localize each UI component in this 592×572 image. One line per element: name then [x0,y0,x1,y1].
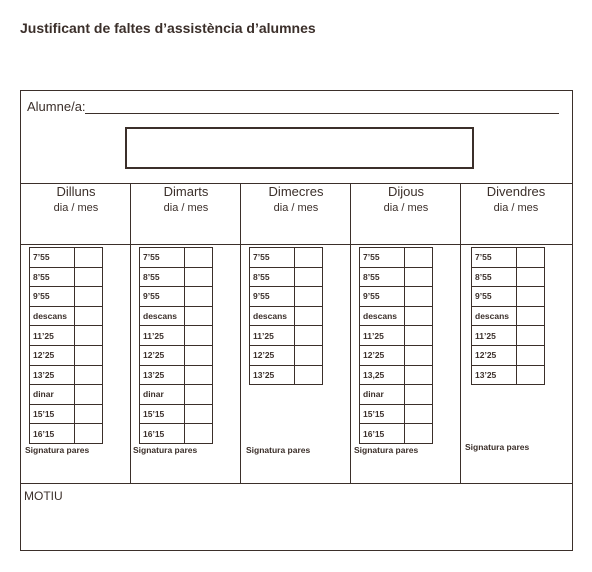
slot-time: 11’25 [472,326,517,346]
slot-checkbox[interactable] [405,248,433,268]
divider-header [21,244,572,245]
slot-row [250,306,323,326]
slot-checkbox[interactable] [295,365,323,385]
slot-row [472,267,545,287]
column-divider [130,183,131,483]
slot-row [360,287,433,307]
slot-checkbox[interactable] [405,267,433,287]
student-label: Alumne/a: [27,99,86,114]
slot-time: 7’55 [140,248,185,268]
slot-time: 9’55 [472,287,517,307]
slot-table [139,247,213,444]
parent-signature-label: Signatura pares [133,445,198,455]
date-label: dia / mes [493,202,539,214]
slot-checkbox[interactable] [405,287,433,307]
slot-checkbox[interactable] [517,306,545,326]
slot-time: 11’25 [360,326,405,346]
slot-row [30,404,103,424]
slot-row [30,287,103,307]
day-header-1 [131,183,241,216]
slot-time: 16’15 [140,424,185,444]
slot-checkbox[interactable] [295,287,323,307]
slot-checkbox[interactable] [295,326,323,346]
slot-row [250,365,323,385]
slot-checkbox[interactable] [517,326,545,346]
slot-row [140,287,213,307]
slot-time: dinar [30,385,75,405]
parent-signature-label: Signatura pares [246,445,311,455]
day-name: Divendres [486,184,546,199]
slot-time: dinar [360,385,405,405]
slot-row [30,424,103,444]
slot-time: 13’25 [140,365,185,385]
slot-row [360,404,433,424]
reason-label: MOTIU [24,489,63,503]
student-info-box[interactable] [125,127,474,169]
slot-checkbox[interactable] [185,424,213,444]
slot-row [472,248,545,268]
date-label: dia / mes [163,202,209,214]
slot-row [360,424,433,444]
student-name-line[interactable] [85,113,559,114]
slot-table [359,247,433,444]
column-divider [460,183,461,483]
day-header-3 [351,183,461,216]
slot-time: 7’55 [360,248,405,268]
slot-time: 12’25 [472,345,517,365]
slot-time: dinar [140,385,185,405]
slot-time: 9’55 [360,287,405,307]
slot-checkbox[interactable] [185,287,213,307]
date-label: dia / mes [273,202,319,214]
slot-time: 7’55 [30,248,75,268]
slot-row [360,365,433,385]
day-name: Dimarts [163,184,209,199]
slot-row [140,267,213,287]
slot-time: 16’15 [30,424,75,444]
absence-form [20,90,573,551]
slot-table [471,247,545,385]
slot-checkbox[interactable] [75,345,103,365]
slot-time: 12’25 [30,345,75,365]
slot-time: 13’25 [472,365,517,385]
slot-checkbox[interactable] [75,306,103,326]
slot-row [250,287,323,307]
slot-time: 9’55 [250,287,295,307]
column-divider [240,183,241,483]
slot-row [250,326,323,346]
slot-time: 15’15 [30,404,75,424]
slot-row [360,385,433,405]
slot-table [29,247,103,444]
slot-checkbox[interactable] [185,306,213,326]
slot-checkbox[interactable] [517,267,545,287]
slot-time: descans [360,306,405,326]
slot-time: 13’25 [30,365,75,385]
slot-checkbox[interactable] [75,326,103,346]
slot-checkbox[interactable] [75,365,103,385]
slot-row [30,248,103,268]
slot-row [140,326,213,346]
form-title: Justificant de faltes d’assistència d’alumnes [20,20,316,36]
slot-time: 8’55 [30,267,75,287]
slot-row [360,326,433,346]
slot-row [472,306,545,326]
slot-row [360,248,433,268]
slot-checkbox[interactable] [75,424,103,444]
parent-signature-label: Signatura pares [25,445,90,455]
slot-time: descans [140,306,185,326]
slot-row [360,267,433,287]
slot-checkbox[interactable] [517,345,545,365]
slot-checkbox[interactable] [405,385,433,405]
day-name: Dimecres [268,184,324,199]
slot-checkbox[interactable] [185,326,213,346]
slot-row [140,248,213,268]
slot-time: 8’55 [140,267,185,287]
slot-time: 15’15 [360,404,405,424]
slot-checkbox[interactable] [185,365,213,385]
slot-time: 8’55 [250,267,295,287]
slot-checkbox[interactable] [517,287,545,307]
slot-row [472,365,545,385]
day-header-4 [461,183,571,216]
column-divider [350,183,351,483]
slot-time: 7’55 [472,248,517,268]
slot-checkbox[interactable] [185,248,213,268]
day-header-2 [241,183,351,216]
slot-time: 16’15 [360,424,405,444]
slot-row [472,345,545,365]
slot-row [140,365,213,385]
slot-time: 11’25 [140,326,185,346]
slot-time: 8’55 [360,267,405,287]
slot-time: descans [30,306,75,326]
slot-checkbox[interactable] [405,424,433,444]
slot-row [140,306,213,326]
slot-time: 8’55 [472,267,517,287]
slot-time: descans [250,306,295,326]
day-header-0 [21,183,131,216]
slot-row [472,326,545,346]
slot-row [30,345,103,365]
slot-time: 12’25 [250,345,295,365]
slot-row [250,345,323,365]
slot-checkbox[interactable] [75,248,103,268]
slot-checkbox[interactable] [517,365,545,385]
slot-time: 11’25 [30,326,75,346]
slot-checkbox[interactable] [295,345,323,365]
parent-signature-label: Signatura pares [354,445,419,455]
slot-row [30,326,103,346]
date-label: dia / mes [383,202,429,214]
slot-row [140,404,213,424]
slot-checkbox[interactable] [295,267,323,287]
slot-checkbox[interactable] [185,345,213,365]
slot-row [360,306,433,326]
slot-checkbox[interactable] [185,404,213,424]
day-name: Dijous [387,184,425,199]
slot-checkbox[interactable] [75,404,103,424]
slot-checkbox[interactable] [405,404,433,424]
slot-row [472,287,545,307]
slot-time: 7’55 [250,248,295,268]
slot-row [140,424,213,444]
date-label: dia / mes [53,202,99,214]
slot-checkbox[interactable] [75,267,103,287]
slot-checkbox[interactable] [295,306,323,326]
slot-row [140,345,213,365]
slot-checkbox[interactable] [185,267,213,287]
slot-row [30,306,103,326]
slot-table [249,247,323,385]
parent-signature-label: Signatura pares [465,442,530,452]
slot-row [30,385,103,405]
slot-checkbox[interactable] [517,248,545,268]
day-name: Dilluns [56,184,96,199]
slot-time: 9’55 [30,287,75,307]
slot-checkbox[interactable] [405,365,433,385]
slot-row [140,385,213,405]
slot-row [250,248,323,268]
slot-checkbox[interactable] [405,345,433,365]
slot-time: descans [472,306,517,326]
slot-time: 13,25 [360,365,405,385]
slot-checkbox[interactable] [405,326,433,346]
slot-checkbox[interactable] [75,385,103,405]
slot-time: 9’55 [140,287,185,307]
slot-row [30,267,103,287]
slot-row [360,345,433,365]
slot-time: 12’25 [360,345,405,365]
slot-time: 15’15 [140,404,185,424]
slot-checkbox[interactable] [185,385,213,405]
slot-time: 13’25 [250,365,295,385]
slot-checkbox[interactable] [405,306,433,326]
slot-time: 11’25 [250,326,295,346]
slot-time: 12’25 [140,345,185,365]
divider-bottom [21,483,572,484]
slot-checkbox[interactable] [295,248,323,268]
slot-row [250,267,323,287]
slot-checkbox[interactable] [75,287,103,307]
slot-row [30,365,103,385]
